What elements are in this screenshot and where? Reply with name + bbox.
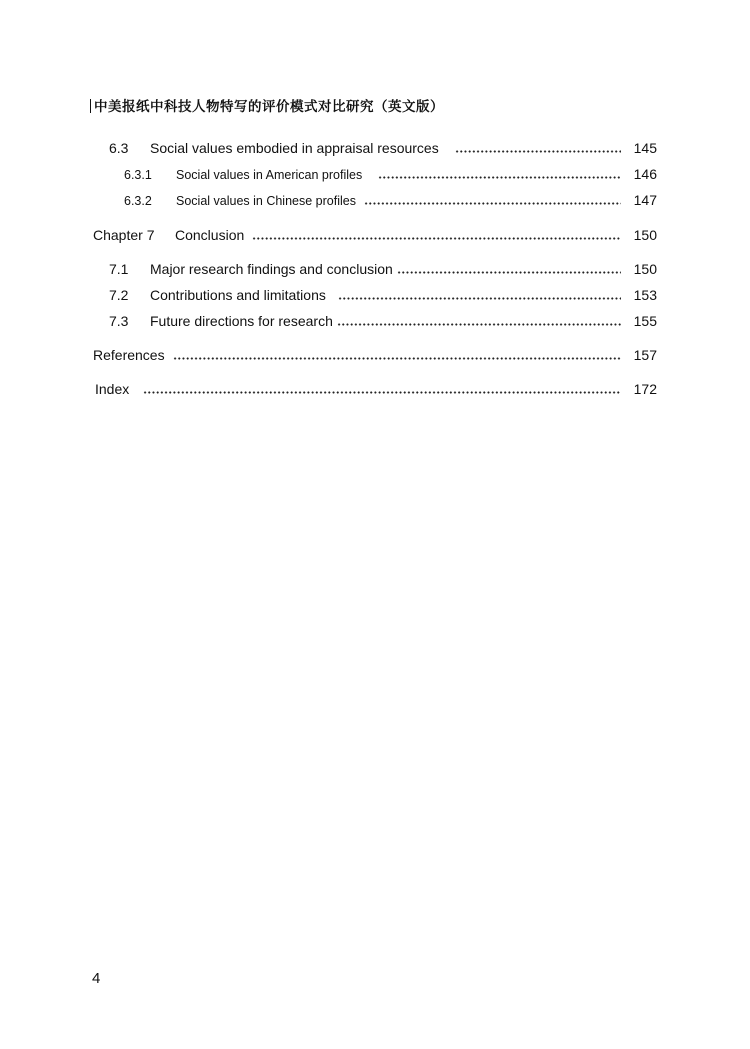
toc-entry[interactable] [124,166,657,184]
toc-entry[interactable] [124,192,657,210]
toc-entry[interactable] [109,287,657,305]
toc-page: 150 [633,227,657,243]
toc-number: 7.1 [109,261,129,277]
toc-title: Future directions for research [150,313,333,329]
dot-leader [338,297,621,300]
toc-page: 172 [633,381,657,397]
dot-leader [397,271,621,274]
toc-entry[interactable] [93,347,657,365]
page-number: 4 [92,970,101,987]
toc-title: Social values in American profiles [176,168,363,182]
dot-leader [173,357,621,360]
toc-page: 150 [633,261,657,277]
dot-leader [252,237,621,240]
toc-title: Major research findings and conclusion [150,261,393,277]
toc-page: 147 [633,192,657,208]
toc-number: 6.3 [109,140,129,156]
toc-number: 6.3.2 [124,194,152,208]
dot-leader [455,150,621,153]
toc-title: Conclusion [175,227,245,243]
toc-page: 155 [633,313,657,329]
dot-leader [337,323,621,326]
toc-page: 157 [633,347,657,363]
toc-title: References [93,347,165,363]
toc-page: 145 [633,140,657,156]
running-header [90,95,444,115]
toc-number: 6.3.1 [124,168,152,182]
dot-leader [364,202,621,205]
dot-leader [143,391,621,394]
toc-entry[interactable] [109,261,657,279]
toc-entry[interactable] [109,313,657,331]
toc-page: 153 [633,287,657,303]
toc-number: 7.2 [109,287,129,303]
toc-title: Contributions and limitations [150,287,326,303]
toc-title: Index [95,381,130,397]
toc-title: Social values embodied in appraisal resources [150,140,439,156]
header-rule [90,99,91,113]
toc-entry[interactable] [93,227,657,245]
toc-title: Social values in Chinese profiles [176,194,356,208]
toc-number: 7.3 [109,313,129,329]
toc-entry[interactable] [95,381,657,399]
toc-entry[interactable] [109,140,657,158]
toc-page: 146 [633,166,657,182]
dot-leader [378,176,621,179]
toc-number: Chapter 7 [93,227,155,243]
header-title: 中美报纸中科技人物特写的评价模式对比研究（英文版） [94,99,444,115]
